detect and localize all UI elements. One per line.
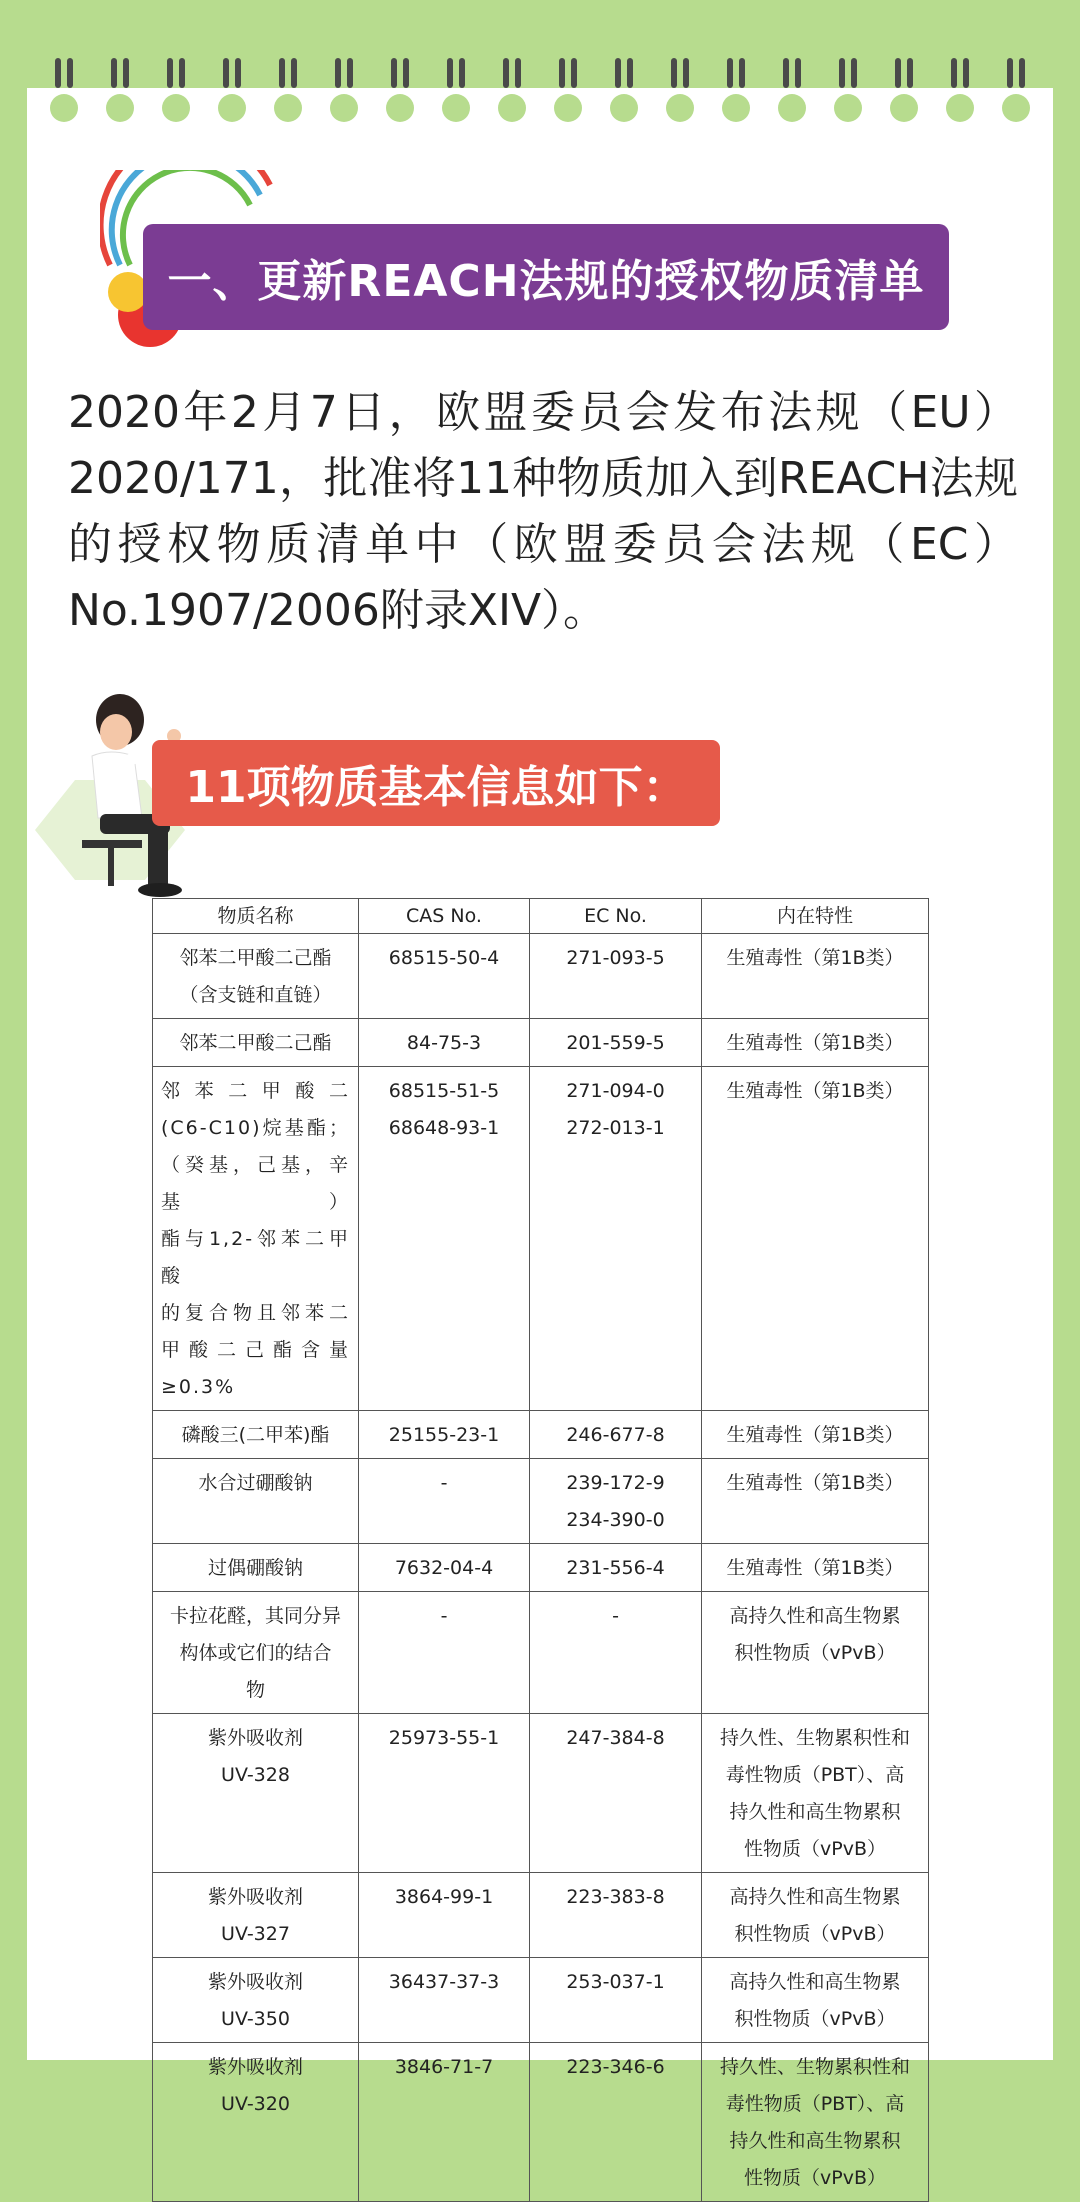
cell-line: UV-328: [221, 1764, 290, 1786]
subtitle-banner: [152, 740, 720, 826]
table-row: [153, 1873, 929, 1958]
ec-number-cell: [530, 2043, 702, 2202]
cell-line: 紫外吸收剂: [207, 1886, 303, 1908]
cell-line: 紫外吸收剂: [207, 1727, 303, 1749]
cell-line: 271-094-0: [566, 1080, 665, 1102]
ec-number-cell: [530, 1459, 702, 1544]
ec-number-cell: [530, 1544, 702, 1592]
ec-number-cell: [530, 1714, 702, 1873]
cas-number-cell: [359, 1873, 530, 1958]
notebook-binding: [0, 58, 1080, 128]
cell-line: 毒性物质（PBT）、高: [725, 1764, 905, 1786]
subtitle: 11项物质基本信息如下：: [185, 762, 687, 813]
header-cas: CAS No.: [359, 899, 530, 934]
cell-line: 生殖毒性（第1B类）: [726, 947, 904, 969]
cell-line: 的复合物且邻苯二: [161, 1302, 350, 1324]
cell-line: 邻苯二甲酸二己酯: [179, 1032, 332, 1054]
cell-line: 持久性和高生物累积: [729, 2130, 901, 2152]
ec-number-cell: [530, 934, 702, 1019]
cell-line: 卡拉花醛，其同分异: [169, 1605, 341, 1627]
table-row: [153, 1067, 929, 1411]
cell-line: 3864-99-1: [394, 1886, 494, 1908]
cell-line: 水合过硼酸钠: [198, 1472, 313, 1494]
cell-line: 构体或它们的结合: [179, 1642, 332, 1664]
cell-line: 邻苯二甲酸二: [161, 1080, 350, 1102]
cell-line: 25973-55-1: [388, 1727, 500, 1749]
cell-line: 247-384-8: [566, 1727, 665, 1749]
ec-number-cell: [530, 1873, 702, 1958]
property-cell: [702, 1544, 929, 1592]
cell-line: 223-346-6: [566, 2056, 665, 2078]
cell-line: 272-013-1: [566, 1117, 665, 1139]
property-cell: [702, 1714, 929, 1873]
table-row: [153, 1544, 929, 1592]
cell-line: 234-390-0: [566, 1509, 665, 1531]
table-header-row: [153, 899, 929, 934]
substance-name-cell: [153, 934, 359, 1019]
cell-line: 36437-37-3: [388, 1971, 500, 1993]
cell-line: 223-383-8: [566, 1886, 665, 1908]
substance-name-cell: [153, 1958, 359, 2043]
cell-line: 68515-50-4: [388, 947, 500, 969]
cell-line: ≥0.3%: [161, 1376, 236, 1398]
intro-paragraph: 2020年2月7日，欧盟委员会发布法规（EU）2020/171，批准将11种物质加入到REACH法规的授权物质清单中（欧盟委员会法规（EC）No.1907/2006附录XIV）。: [68, 387, 1018, 636]
cell-line: 积性物质（vPvB）: [734, 2008, 896, 2030]
cell-line: 201-559-5: [566, 1032, 665, 1054]
substance-name-cell: [153, 1592, 359, 1714]
cell-line: -: [440, 1605, 448, 1627]
cell-line: 231-556-4: [566, 1557, 665, 1579]
section-title-banner: [143, 224, 949, 330]
cell-line: 生殖毒性（第1B类）: [726, 1424, 904, 1446]
cell-line: 高持久性和高生物累: [729, 1886, 901, 1908]
cell-line: 68648-93-1: [388, 1117, 500, 1139]
cas-number-cell: [359, 1714, 530, 1873]
table-row: [153, 1714, 929, 1873]
cell-line: 性物质（vPvB）: [744, 2167, 886, 2189]
cas-number-cell: [359, 2043, 530, 2202]
property-cell: [702, 1459, 929, 1544]
ec-number-cell: [530, 1019, 702, 1067]
property-cell: [702, 934, 929, 1019]
cell-line: -: [612, 1605, 619, 1627]
substance-table: [152, 898, 929, 2202]
cell-line: 紫外吸收剂: [207, 1971, 303, 1993]
substance-name-cell: [153, 1411, 359, 1459]
table-row: [153, 1411, 929, 1459]
property-cell: [702, 1592, 929, 1714]
cell-line: 持久性和高生物累积: [729, 1801, 901, 1823]
cell-line: 84-75-3: [406, 1032, 482, 1054]
cell-line: 毒性物质（PBT）、高: [725, 2093, 905, 2115]
cell-line: （含支链和直链）: [179, 984, 332, 1006]
header-property: 内在特性: [702, 899, 929, 934]
cas-number-cell: [359, 1459, 530, 1544]
cell-line: UV-320: [221, 2093, 290, 2115]
table-row: [153, 1019, 929, 1067]
cell-line: 生殖毒性（第1B类）: [726, 1032, 904, 1054]
cell-line: 3846-71-7: [394, 2056, 494, 2078]
cell-line: 积性物质（vPvB）: [734, 1923, 896, 1945]
property-cell: [702, 1873, 929, 1958]
cas-number-cell: [359, 1411, 530, 1459]
cell-line: 物: [245, 1679, 265, 1701]
substance-name-cell: [153, 1019, 359, 1067]
cell-line: 239-172-9: [566, 1472, 665, 1494]
cell-line: 磷酸三(二甲苯)酯: [181, 1424, 330, 1446]
cell-line: -: [440, 1472, 448, 1494]
cell-line: UV-350: [221, 2008, 290, 2030]
cell-line: 246-677-8: [566, 1424, 665, 1446]
table-row: [153, 934, 929, 1019]
property-cell: [702, 1019, 929, 1067]
cell-line: 紫外吸收剂: [207, 2056, 303, 2078]
ec-number-cell: [530, 1067, 702, 1411]
table-row: [153, 1592, 929, 1714]
cell-line: （癸基，己基，辛基）: [161, 1154, 350, 1213]
section-title: 一、更新REACH法规的授权物质清单: [167, 256, 925, 307]
cell-line: 邻苯二甲酸二己酯: [179, 947, 332, 969]
substance-name-cell: [153, 1544, 359, 1592]
substance-name-cell: [153, 1714, 359, 1873]
property-cell: [702, 1067, 929, 1411]
cell-line: 持久性、生物累积性和: [719, 1727, 910, 1749]
property-cell: [702, 2043, 929, 2202]
ec-number-cell: [530, 1958, 702, 2043]
property-cell: [702, 1958, 929, 2043]
cas-number-cell: [359, 1019, 530, 1067]
property-cell: [702, 1411, 929, 1459]
cell-line: 253-037-1: [566, 1971, 665, 1993]
cell-line: 甲酸二己酯含量: [161, 1339, 350, 1361]
cell-line: 生殖毒性（第1B类）: [726, 1080, 904, 1102]
cell-line: 高持久性和高生物累: [729, 1971, 901, 1993]
substance-name-cell: [153, 1459, 359, 1544]
cell-line: 68515-51-5: [388, 1080, 500, 1102]
cell-line: 高持久性和高生物累: [729, 1605, 901, 1627]
substance-name-cell: [153, 1067, 359, 1411]
cell-line: 酯与1,2-邻苯二甲酸: [161, 1228, 350, 1287]
cell-line: UV-327: [221, 1923, 290, 1945]
cell-line: 性物质（vPvB）: [744, 1838, 886, 1860]
header-ec: EC No.: [530, 899, 702, 934]
cell-line: 271-093-5: [566, 947, 665, 969]
cas-number-cell: [359, 1544, 530, 1592]
header-name: 物质名称: [153, 899, 359, 934]
cell-line: (C6-C10)烷基酯；: [161, 1117, 350, 1139]
ec-number-cell: [530, 1411, 702, 1459]
cell-line: 过偶硼酸钠: [207, 1557, 303, 1579]
substance-name-cell: [153, 1873, 359, 1958]
cas-number-cell: [359, 934, 530, 1019]
table-row: [153, 1958, 929, 2043]
cas-number-cell: [359, 1958, 530, 2043]
table-row: [153, 2043, 929, 2202]
cas-number-cell: [359, 1067, 530, 1411]
substance-name-cell: [153, 2043, 359, 2202]
cell-line: 生殖毒性（第1B类）: [726, 1557, 904, 1579]
cas-number-cell: [359, 1592, 530, 1714]
table-row: [153, 1459, 929, 1544]
cell-line: 25155-23-1: [388, 1424, 500, 1446]
cell-line: 持久性、生物累积性和: [719, 2056, 910, 2078]
ec-number-cell: [530, 1592, 702, 1714]
cell-line: 7632-04-4: [394, 1557, 494, 1579]
cell-line: 积性物质（vPvB）: [734, 1642, 896, 1664]
cell-line: 生殖毒性（第1B类）: [726, 1472, 904, 1494]
